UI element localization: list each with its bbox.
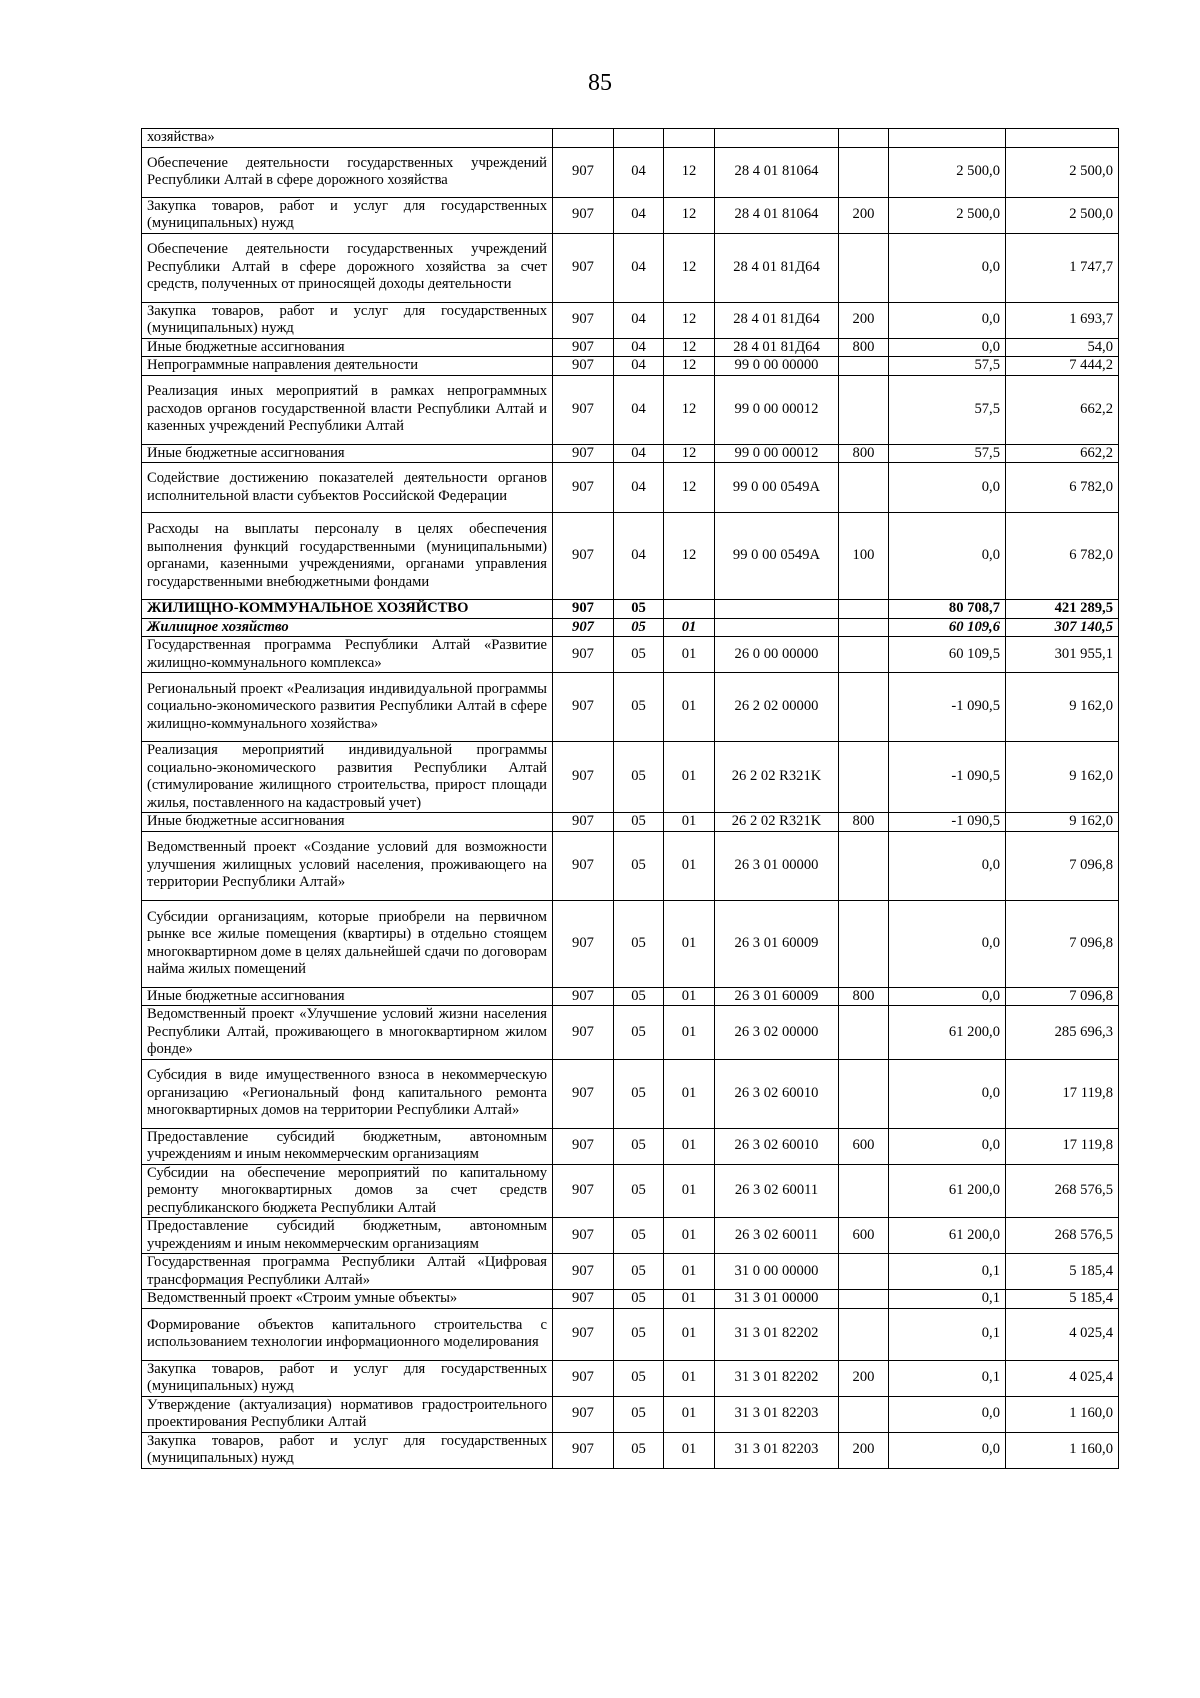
cell-target-article: 26 3 02 60010 [715, 1128, 839, 1164]
row-name: Содействие достижению показателей деятельности органов исполнительной власти субъектов Российской Федерации [142, 463, 553, 513]
table-row [142, 1308, 1119, 1360]
table-row [142, 338, 1119, 357]
cell-expense-type [839, 1164, 889, 1218]
cell-ved: 907 [553, 233, 614, 302]
cell-subsection: 01 [664, 1006, 715, 1060]
cell-expense-type [839, 463, 889, 513]
cell-subsection: 12 [664, 357, 715, 376]
row-name: Закупка товаров, работ и услуг для государственных (муниципальных) нужд [142, 1432, 553, 1468]
cell-target-article: 99 0 00 0549А [715, 463, 839, 513]
table-row [142, 813, 1119, 832]
cell-ved: 907 [553, 987, 614, 1006]
cell-target-article: 26 3 01 00000 [715, 831, 839, 900]
cell-ved: 907 [553, 1290, 614, 1309]
row-name: Формирование объектов капитального строительства с использованием технологии информационного моделирования [142, 1308, 553, 1360]
cell-amount-1: -1 090,5 [889, 673, 1006, 742]
cell-amount-2: 9 162,0 [1006, 742, 1119, 813]
row-name: Иные бюджетные ассигнования [142, 338, 553, 357]
table-row [142, 1254, 1119, 1290]
cell-section: 05 [614, 1164, 664, 1218]
cell-target-article: 26 3 02 60011 [715, 1164, 839, 1218]
cell-target-article: 26 3 01 60009 [715, 900, 839, 987]
cell-amount-1: 0,1 [889, 1254, 1006, 1290]
row-name: Иные бюджетные ассигнования [142, 987, 553, 1006]
table-row [142, 302, 1119, 338]
cell-target-article: 31 3 01 82202 [715, 1360, 839, 1396]
cell-subsection: 01 [664, 1360, 715, 1396]
cell-section: 05 [614, 1308, 664, 1360]
cell-ved: 907 [553, 618, 614, 637]
cell-ved: 907 [553, 1128, 614, 1164]
cell-section: 05 [614, 831, 664, 900]
cell-amount-2: 7 096,8 [1006, 987, 1119, 1006]
row-name: Закупка товаров, работ и услуг для государственных (муниципальных) нужд [142, 197, 553, 233]
cell-amount-2: 662,2 [1006, 444, 1119, 463]
cell-subsection: 01 [664, 1308, 715, 1360]
cell-amount-2: 268 576,5 [1006, 1218, 1119, 1254]
cell-subsection: 01 [664, 637, 715, 673]
cell-section: 05 [614, 1254, 664, 1290]
row-name: Ведомственный проект «Улучшение условий жизни населения Республики Алтай, проживающего в многоквартирном жилом фонде» [142, 1006, 553, 1060]
table-row [142, 987, 1119, 1006]
cell-amount-1: 57,5 [889, 375, 1006, 444]
cell-amount-1: 60 109,6 [889, 618, 1006, 637]
cell-expense-type: 800 [839, 338, 889, 357]
cell-amount-1: 0,0 [889, 1059, 1006, 1128]
cell-ved: 907 [553, 813, 614, 832]
page-number: 85 [588, 70, 612, 96]
cell-section: 04 [614, 513, 664, 600]
cell-target-article: 26 2 02 R321K [715, 742, 839, 813]
cell-subsection: 12 [664, 147, 715, 197]
cell-expense-type [839, 375, 889, 444]
cell-section: 05 [614, 813, 664, 832]
cell-amount-2: 1 160,0 [1006, 1396, 1119, 1432]
cell-expense-type [839, 831, 889, 900]
cell-amount-2: 268 576,5 [1006, 1164, 1119, 1218]
cell-expense-type [839, 1254, 889, 1290]
cell-section: 05 [614, 1059, 664, 1128]
row-name: Расходы на выплаты персоналу в целях обеспечения выполнения функций государственными (муниципальными) органами, казенными учреждениями, органами управления государственными внебюджетными фондами [142, 513, 553, 600]
table-row [142, 637, 1119, 673]
cell-amount-1: 61 200,0 [889, 1006, 1006, 1060]
budget-table [141, 128, 1119, 1469]
cell-amount-1: 0,0 [889, 1396, 1006, 1432]
cell-amount-1: 0,0 [889, 338, 1006, 357]
row-name: Субсидии на обеспечение мероприятий по капитальному ремонту многоквартирных домов за счет средств республиканского бюджета Республики Алтай [142, 1164, 553, 1218]
cell-amount-2: 5 185,4 [1006, 1254, 1119, 1290]
cell-amount-2: 7 444,2 [1006, 357, 1119, 376]
cell-target-article [715, 600, 839, 619]
cell-amount-2: 6 782,0 [1006, 513, 1119, 600]
row-name: Утверждение (актуализация) нормативов градостроительного проектирования Республики Алтай [142, 1396, 553, 1432]
cell-subsection: 12 [664, 513, 715, 600]
cell-target-article: 31 3 01 82203 [715, 1432, 839, 1468]
cell-target-article: 28 4 01 81064 [715, 147, 839, 197]
cell-ved: 907 [553, 1218, 614, 1254]
cell-ved: 907 [553, 831, 614, 900]
row-name: Субсидия в виде имущественного взноса в некоммерческую организацию «Региональный фонд капитального ремонта многоквартирных домов на территории Республики Алтай» [142, 1059, 553, 1128]
table-row [142, 1128, 1119, 1164]
row-name: Закупка товаров, работ и услуг для государственных (муниципальных) нужд [142, 302, 553, 338]
cell-expense-type [839, 147, 889, 197]
row-name: Закупка товаров, работ и услуг для государственных (муниципальных) нужд [142, 1360, 553, 1396]
cell-target-article [715, 129, 839, 148]
cell-amount-2: 4 025,4 [1006, 1308, 1119, 1360]
row-name: Непрограммные направления деятельности [142, 357, 553, 376]
cell-expense-type [839, 1059, 889, 1128]
cell-section [614, 129, 664, 148]
cell-expense-type: 600 [839, 1218, 889, 1254]
cell-ved: 907 [553, 1006, 614, 1060]
table-row [142, 1396, 1119, 1432]
cell-amount-2: 2 500,0 [1006, 147, 1119, 197]
cell-amount-1: -1 090,5 [889, 742, 1006, 813]
cell-target-article: 99 0 00 00012 [715, 444, 839, 463]
cell-amount-2: 17 119,8 [1006, 1128, 1119, 1164]
cell-section: 05 [614, 1396, 664, 1432]
cell-amount-1: 0,0 [889, 987, 1006, 1006]
cell-subsection: 12 [664, 233, 715, 302]
cell-target-article: 26 3 02 60010 [715, 1059, 839, 1128]
cell-amount-1: 2 500,0 [889, 147, 1006, 197]
cell-section: 04 [614, 375, 664, 444]
cell-expense-type: 600 [839, 1128, 889, 1164]
cell-section: 04 [614, 147, 664, 197]
cell-subsection: 01 [664, 618, 715, 637]
cell-section: 05 [614, 1218, 664, 1254]
cell-ved: 907 [553, 147, 614, 197]
cell-expense-type [839, 600, 889, 619]
cell-amount-1: 57,5 [889, 357, 1006, 376]
table-row [142, 147, 1119, 197]
cell-amount-1: 57,5 [889, 444, 1006, 463]
table-row [142, 197, 1119, 233]
cell-subsection: 01 [664, 673, 715, 742]
cell-target-article: 28 4 01 81Д64 [715, 233, 839, 302]
cell-ved: 907 [553, 338, 614, 357]
table-row [142, 1059, 1119, 1128]
cell-target-article: 26 3 02 60011 [715, 1218, 839, 1254]
cell-expense-type [839, 742, 889, 813]
cell-ved [553, 129, 614, 148]
row-name: Реализация иных мероприятий в рамках непрограммных расходов органов государственной власти Республики Алтай и казенных учреждений Республики Алтай [142, 375, 553, 444]
cell-section: 04 [614, 338, 664, 357]
cell-section: 05 [614, 742, 664, 813]
table-row [142, 900, 1119, 987]
cell-amount-2: 6 782,0 [1006, 463, 1119, 513]
cell-amount-1: 61 200,0 [889, 1218, 1006, 1254]
cell-amount-1: -1 090,5 [889, 813, 1006, 832]
row-name: Обеспечение деятельности государственных учреждений Республики Алтай в сфере дорожного хозяйства [142, 147, 553, 197]
cell-expense-type: 800 [839, 813, 889, 832]
cell-ved: 907 [553, 197, 614, 233]
cell-target-article: 31 0 00 00000 [715, 1254, 839, 1290]
table-row [142, 742, 1119, 813]
table-row [142, 513, 1119, 600]
table-row [142, 463, 1119, 513]
table-row [142, 1432, 1119, 1468]
cell-subsection: 12 [664, 375, 715, 444]
cell-ved: 907 [553, 1254, 614, 1290]
cell-section: 04 [614, 302, 664, 338]
cell-subsection: 01 [664, 1128, 715, 1164]
cell-amount-1: 0,0 [889, 1432, 1006, 1468]
cell-amount-2: 307 140,5 [1006, 618, 1119, 637]
cell-ved: 907 [553, 513, 614, 600]
cell-target-article: 31 3 01 00000 [715, 1290, 839, 1309]
cell-subsection: 01 [664, 1432, 715, 1468]
cell-amount-2: 662,2 [1006, 375, 1119, 444]
row-name: Субсидии организациям, которые приобрели на первичном рынке все жилые помещения (квартиры) в отдельно стоящем многоквартирном доме в целях дальнейшей сдачи по договорам найма жилых помещений [142, 900, 553, 987]
row-name: Иные бюджетные ассигнования [142, 444, 553, 463]
row-name: Государственная программа Республики Алтай «Цифровая трансформация Республики Алтай» [142, 1254, 553, 1290]
table-row [142, 129, 1119, 148]
cell-ved: 907 [553, 600, 614, 619]
cell-target-article: 26 2 02 R321K [715, 813, 839, 832]
cell-amount-1: 2 500,0 [889, 197, 1006, 233]
cell-amount-1: 0,0 [889, 1128, 1006, 1164]
cell-amount-2: 421 289,5 [1006, 600, 1119, 619]
cell-amount-2: 7 096,8 [1006, 900, 1119, 987]
cell-ved: 907 [553, 302, 614, 338]
cell-expense-type: 800 [839, 987, 889, 1006]
cell-amount-2: 7 096,8 [1006, 831, 1119, 900]
cell-section: 04 [614, 357, 664, 376]
cell-section: 05 [614, 600, 664, 619]
cell-target-article: 31 3 01 82202 [715, 1308, 839, 1360]
cell-target-article: 26 3 01 60009 [715, 987, 839, 1006]
cell-target-article: 31 3 01 82203 [715, 1396, 839, 1432]
cell-subsection: 01 [664, 987, 715, 1006]
cell-amount-2 [1006, 129, 1119, 148]
cell-target-article: 99 0 00 00012 [715, 375, 839, 444]
cell-subsection: 12 [664, 302, 715, 338]
cell-ved: 907 [553, 742, 614, 813]
cell-section: 05 [614, 1360, 664, 1396]
cell-amount-1: 0,0 [889, 513, 1006, 600]
cell-section: 04 [614, 463, 664, 513]
cell-subsection: 01 [664, 1290, 715, 1309]
cell-subsection: 01 [664, 1059, 715, 1128]
cell-ved: 907 [553, 1432, 614, 1468]
cell-expense-type [839, 637, 889, 673]
cell-amount-1: 60 109,5 [889, 637, 1006, 673]
cell-subsection: 01 [664, 813, 715, 832]
cell-amount-1: 0,1 [889, 1308, 1006, 1360]
row-name: Предоставление субсидий бюджетным, автономным учреждениям и иным некоммерческим организациям [142, 1218, 553, 1254]
cell-amount-2: 301 955,1 [1006, 637, 1119, 673]
cell-amount-2: 1 160,0 [1006, 1432, 1119, 1468]
cell-subsection: 12 [664, 444, 715, 463]
table-row [142, 1360, 1119, 1396]
cell-ved: 907 [553, 1059, 614, 1128]
cell-amount-1: 0,0 [889, 831, 1006, 900]
cell-subsection: 12 [664, 338, 715, 357]
cell-section: 05 [614, 900, 664, 987]
row-name: Ведомственный проект «Строим умные объекты» [142, 1290, 553, 1309]
row-name: Государственная программа Республики Алтай «Развитие жилищно-коммунального комплекса» [142, 637, 553, 673]
row-name: хозяйства» [142, 129, 553, 148]
cell-amount-2: 17 119,8 [1006, 1059, 1119, 1128]
cell-subsection [664, 600, 715, 619]
cell-expense-type: 200 [839, 197, 889, 233]
row-name: Региональный проект «Реализация индивидуальной программы социально-экономического развития Республики Алтай в сфере жилищно-коммунального хозяйства» [142, 673, 553, 742]
cell-section: 05 [614, 618, 664, 637]
table-row [142, 618, 1119, 637]
cell-amount-2: 2 500,0 [1006, 197, 1119, 233]
cell-section: 05 [614, 1006, 664, 1060]
cell-expense-type: 800 [839, 444, 889, 463]
cell-expense-type [839, 129, 889, 148]
cell-amount-2: 54,0 [1006, 338, 1119, 357]
row-name: ЖИЛИЩНО-КОММУНАЛЬНОЕ ХОЗЯЙСТВО [142, 600, 553, 619]
cell-target-article: 99 0 00 0549А [715, 513, 839, 600]
cell-section: 05 [614, 1290, 664, 1309]
cell-ved: 907 [553, 673, 614, 742]
cell-amount-1: 0,0 [889, 233, 1006, 302]
cell-ved: 907 [553, 463, 614, 513]
cell-expense-type [839, 900, 889, 987]
cell-target-article: 26 0 00 00000 [715, 637, 839, 673]
cell-expense-type [839, 618, 889, 637]
cell-amount-2: 9 162,0 [1006, 813, 1119, 832]
table-row [142, 444, 1119, 463]
cell-expense-type: 200 [839, 1360, 889, 1396]
cell-section: 05 [614, 673, 664, 742]
cell-subsection: 01 [664, 831, 715, 900]
cell-expense-type: 100 [839, 513, 889, 600]
cell-amount-2: 1 747,7 [1006, 233, 1119, 302]
table-row [142, 600, 1119, 619]
cell-expense-type: 200 [839, 1432, 889, 1468]
cell-target-article: 28 4 01 81Д64 [715, 338, 839, 357]
cell-expense-type [839, 357, 889, 376]
table-row [142, 1006, 1119, 1060]
table-row [142, 375, 1119, 444]
cell-amount-1: 0,0 [889, 463, 1006, 513]
cell-ved: 907 [553, 444, 614, 463]
cell-target-article: 28 4 01 81064 [715, 197, 839, 233]
row-name: Жилищное хозяйство [142, 618, 553, 637]
cell-subsection: 01 [664, 1218, 715, 1254]
cell-section: 04 [614, 444, 664, 463]
row-name: Реализация мероприятий индивидуальной программы социально-экономического развития Республики Алтай (стимулирование жилищного строительства, прирост площади жилья, поставленного на кадастровый учет) [142, 742, 553, 813]
cell-section: 05 [614, 987, 664, 1006]
cell-section: 04 [614, 197, 664, 233]
cell-expense-type [839, 1396, 889, 1432]
cell-subsection: 01 [664, 900, 715, 987]
cell-expense-type [839, 673, 889, 742]
cell-target-article [715, 618, 839, 637]
cell-expense-type [839, 1006, 889, 1060]
cell-amount-2: 4 025,4 [1006, 1360, 1119, 1396]
cell-ved: 907 [553, 1360, 614, 1396]
cell-section: 05 [614, 1128, 664, 1164]
cell-subsection: 01 [664, 1396, 715, 1432]
cell-ved: 907 [553, 637, 614, 673]
cell-target-article: 26 2 02 00000 [715, 673, 839, 742]
cell-subsection: 01 [664, 1254, 715, 1290]
cell-amount-1 [889, 129, 1006, 148]
table-row [142, 1290, 1119, 1309]
table-row [142, 673, 1119, 742]
cell-target-article: 99 0 00 00000 [715, 357, 839, 376]
cell-expense-type [839, 1308, 889, 1360]
cell-target-article: 28 4 01 81Д64 [715, 302, 839, 338]
cell-ved: 907 [553, 357, 614, 376]
row-name: Обеспечение деятельности государственных учреждений Республики Алтай в сфере дорожного хозяйства за счет средств, полученных от приносящей доходы деятельности [142, 233, 553, 302]
cell-expense-type [839, 1290, 889, 1309]
cell-amount-1: 0,0 [889, 900, 1006, 987]
cell-subsection: 12 [664, 463, 715, 513]
row-name: Иные бюджетные ассигнования [142, 813, 553, 832]
cell-section: 05 [614, 637, 664, 673]
cell-target-article: 26 3 02 00000 [715, 1006, 839, 1060]
table-row [142, 1218, 1119, 1254]
cell-amount-1: 0,0 [889, 302, 1006, 338]
cell-subsection: 01 [664, 742, 715, 813]
cell-amount-2: 285 696,3 [1006, 1006, 1119, 1060]
table-row [142, 831, 1119, 900]
cell-subsection [664, 129, 715, 148]
cell-amount-1: 0,1 [889, 1290, 1006, 1309]
cell-amount-2: 9 162,0 [1006, 673, 1119, 742]
cell-amount-1: 0,1 [889, 1360, 1006, 1396]
cell-ved: 907 [553, 1396, 614, 1432]
cell-ved: 907 [553, 1164, 614, 1218]
cell-amount-2: 1 693,7 [1006, 302, 1119, 338]
table-row [142, 233, 1119, 302]
cell-ved: 907 [553, 375, 614, 444]
cell-amount-1: 61 200,0 [889, 1164, 1006, 1218]
cell-ved: 907 [553, 1308, 614, 1360]
cell-amount-2: 5 185,4 [1006, 1290, 1119, 1309]
table-row [142, 1164, 1119, 1218]
row-name: Предоставление субсидий бюджетным, автономным учреждениям и иным некоммерческим организациям [142, 1128, 553, 1164]
cell-amount-1: 80 708,7 [889, 600, 1006, 619]
cell-subsection: 01 [664, 1164, 715, 1218]
cell-subsection: 12 [664, 197, 715, 233]
cell-expense-type: 200 [839, 302, 889, 338]
row-name: Ведомственный проект «Создание условий для возможности улучшения жилищных условий населения, проживающего на территории Республики Алтай» [142, 831, 553, 900]
cell-ved: 907 [553, 900, 614, 987]
table-row [142, 357, 1119, 376]
cell-section: 04 [614, 233, 664, 302]
cell-expense-type [839, 233, 889, 302]
cell-section: 05 [614, 1432, 664, 1468]
